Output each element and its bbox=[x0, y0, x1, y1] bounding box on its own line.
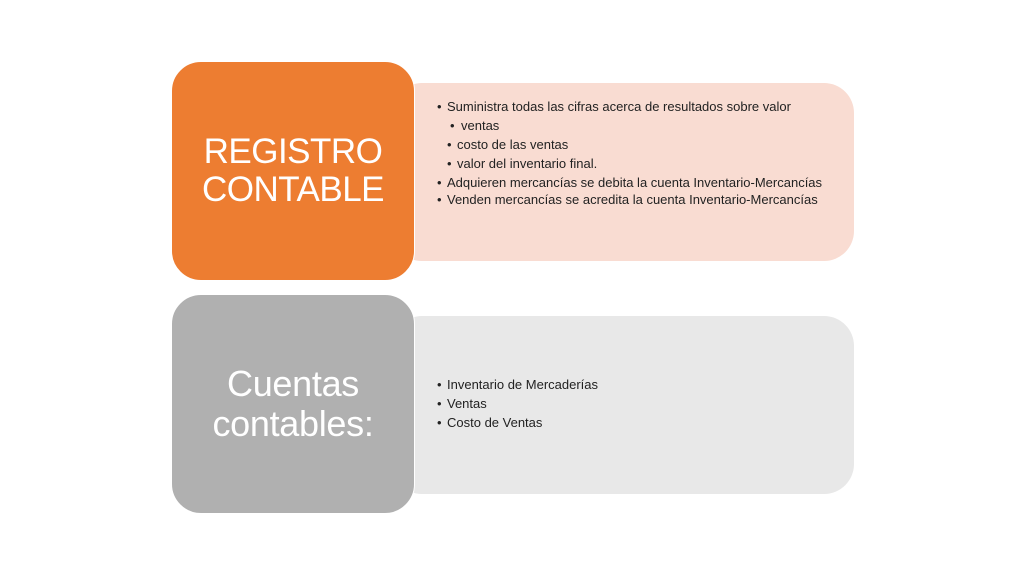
list-item bbox=[447, 137, 837, 152]
list-item-text: valor del inventario final. bbox=[457, 156, 598, 171]
list-item-text: Costo de Ventas bbox=[447, 415, 543, 430]
list-item bbox=[447, 118, 837, 133]
bullet-icon: • bbox=[447, 137, 452, 152]
list-item bbox=[437, 192, 837, 207]
list-item bbox=[437, 175, 837, 190]
list-item bbox=[437, 377, 837, 392]
bullet-icon: • bbox=[437, 396, 442, 411]
list-item-text: costo de las ventas bbox=[457, 137, 569, 152]
registro-contable-title-line1: REGISTRO bbox=[203, 131, 383, 171]
list-item bbox=[437, 99, 837, 114]
list-item-text: Inventario de Mercaderías bbox=[447, 377, 599, 392]
bullet-icon: • bbox=[450, 118, 455, 133]
bullet-icon: • bbox=[447, 156, 452, 171]
bullet-icon: • bbox=[437, 377, 442, 392]
list-item-text: Adquieren mercancías se debita la cuenta Inventario-Mercancías bbox=[447, 175, 823, 190]
bullet-icon: • bbox=[437, 192, 442, 207]
list-item bbox=[437, 415, 837, 430]
list-item-text: ventas bbox=[461, 118, 500, 133]
registro-contable-title-line2: CONTABLE bbox=[201, 170, 385, 209]
list-item bbox=[437, 396, 837, 411]
bullet-icon: • bbox=[437, 415, 442, 430]
cuentas-contables-title-line2: contables: bbox=[212, 403, 374, 444]
bullet-icon: • bbox=[437, 99, 442, 114]
list-item-text: Venden mercancías se acredita la cuenta Inventario-Mercancías bbox=[447, 192, 818, 207]
cuentas-contables-bullet-list bbox=[437, 377, 837, 434]
cuentas-contables-title-line1: Cuentas bbox=[227, 363, 359, 405]
list-item-text: Ventas bbox=[447, 396, 487, 411]
registro-contable-bullet-list bbox=[437, 99, 837, 211]
registro-contable-tile bbox=[171, 61, 415, 281]
cuentas-contables-tile bbox=[171, 294, 415, 514]
bullet-icon: • bbox=[437, 175, 442, 190]
list-item bbox=[447, 156, 837, 171]
list-item-text: Suministra todas las cifras acerca de resultados sobre valor bbox=[447, 99, 791, 114]
